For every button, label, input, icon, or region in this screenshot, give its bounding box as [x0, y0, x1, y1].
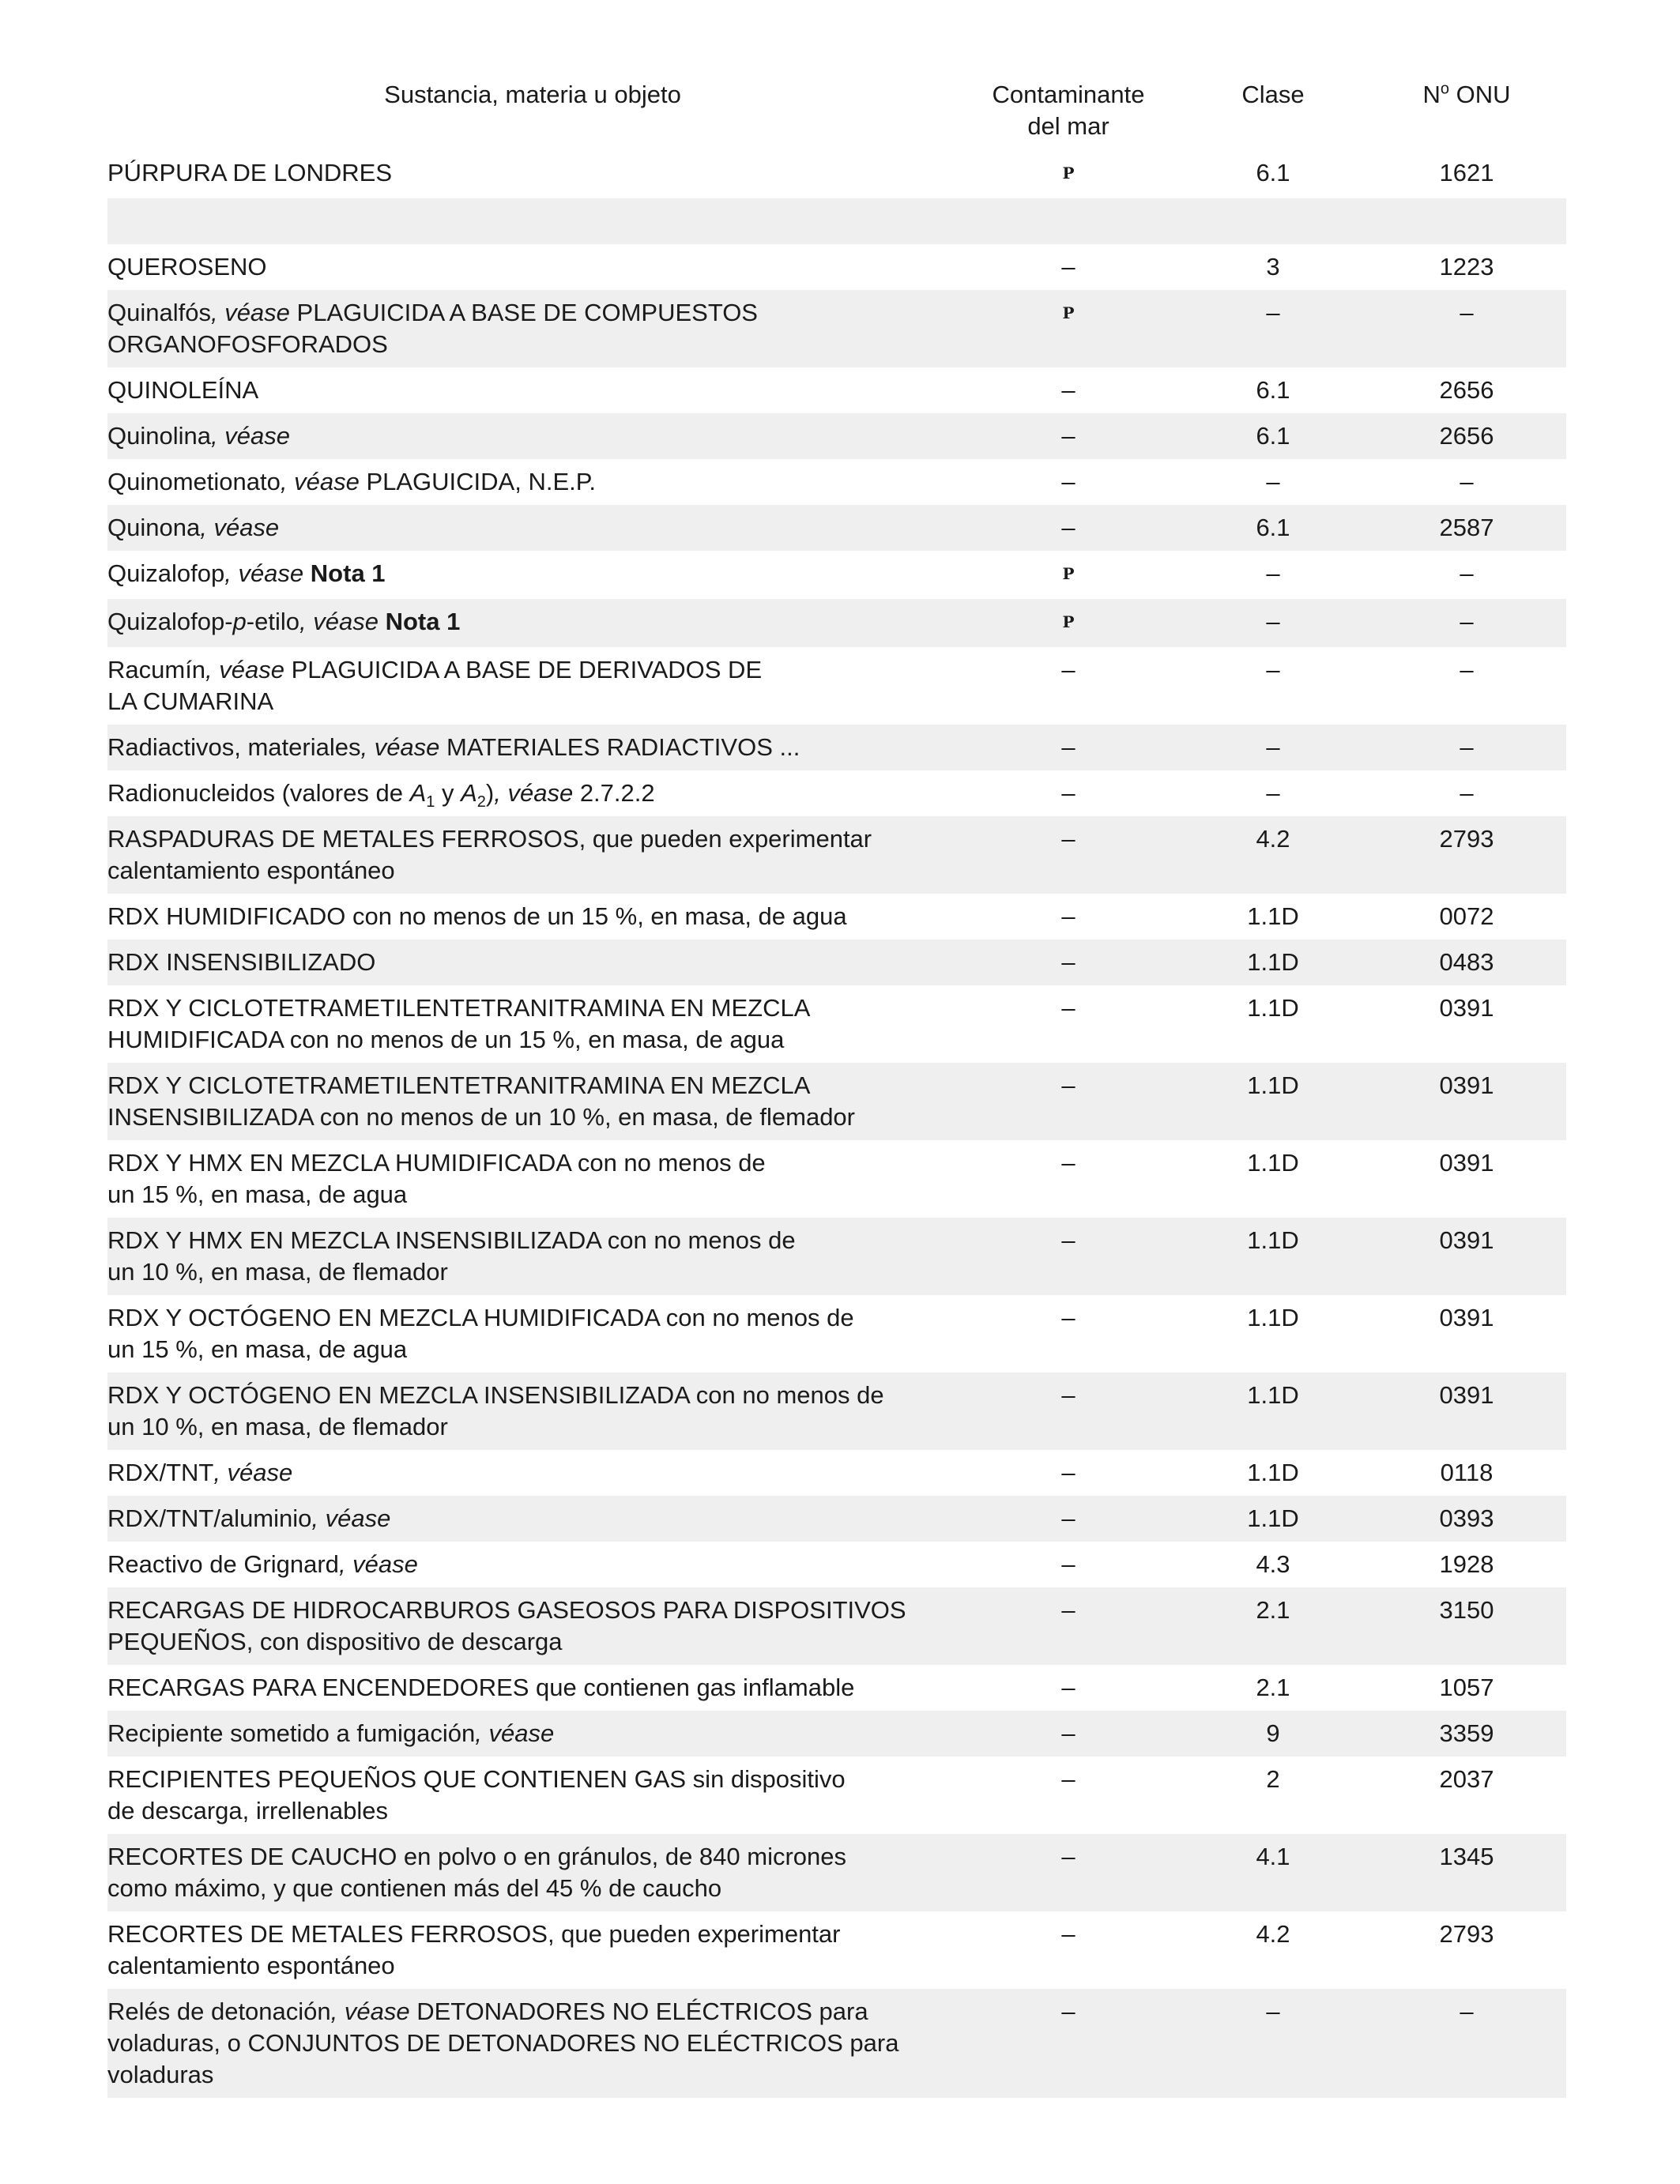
- class-cell: 2: [1266, 1765, 1280, 1793]
- substance-text: PEQUEÑOS, con dispositivo de descarga: [107, 1628, 563, 1655]
- un-number-cell: –: [1460, 468, 1474, 495]
- substance-cell: [107, 1450, 958, 1496]
- class-cell: 6.1: [1256, 376, 1290, 404]
- marine-pollutant-cell: [958, 505, 1179, 551]
- substance-cell: [107, 985, 958, 1063]
- class-cell: 6.1: [1179, 413, 1367, 459]
- substance-text: PÚRPURA DE LONDRES: [107, 159, 393, 186]
- marine-pollutant-value: –: [1061, 1674, 1075, 1701]
- substance-text: calentamiento espontáneo: [107, 857, 395, 884]
- marine-pollutant-value: –: [1061, 1843, 1075, 1870]
- substance-text: DETONADORES NO ELÉCTRICOS para: [409, 1998, 868, 2025]
- table-row: [107, 1295, 1566, 1373]
- class-cell: 6.1: [1179, 505, 1367, 551]
- un-number-cell: 0391: [1367, 1063, 1566, 1140]
- table-row: [107, 1911, 1566, 1989]
- un-number-cell: 2793: [1439, 1920, 1494, 1948]
- marine-pollutant-value: –: [1061, 1304, 1075, 1331]
- substance-text: Quinalfós: [107, 299, 211, 326]
- substance-text: ORGANOFOSFORADOS: [107, 330, 388, 358]
- substance-text: PLAGUICIDA A BASE DE COMPUESTOS: [289, 299, 758, 326]
- substance-text: RDX Y HMX EN MEZCLA INSENSIBILIZADA con no menos de: [107, 1226, 796, 1254]
- table-row: [107, 939, 1566, 985]
- marine-pollutant-value: –: [1061, 994, 1075, 1022]
- substance-text: Reactivo de Grignard: [107, 1550, 339, 1578]
- un-number-cell: 0072: [1439, 902, 1494, 930]
- un-number-cell: 0391: [1367, 1218, 1566, 1295]
- table-row: [107, 1665, 1566, 1711]
- substance-text: RECORTES DE CAUCHO en polvo o en gránulos, de 840 micrones: [107, 1843, 847, 1870]
- class-cell: 2.1: [1256, 1674, 1290, 1701]
- marine-pollutant-value: –: [1061, 1998, 1075, 2025]
- table-row: [107, 459, 1566, 505]
- header-class: Clase: [1241, 81, 1305, 108]
- class-cell: –: [1266, 656, 1280, 683]
- substance-text: un 10 %, en masa, de flemador: [107, 1413, 448, 1440]
- header-marine-pollutant: [958, 79, 1179, 150]
- marine-pollutant-value: –: [1061, 1596, 1075, 1624]
- substance-text: , véase: [494, 779, 574, 807]
- un-number-cell: 2793: [1367, 816, 1566, 894]
- empty-cell: [1179, 198, 1367, 244]
- substance-text: , véase: [360, 733, 440, 761]
- substance-text: MATERIALES RADIACTIVOS ...: [439, 733, 800, 761]
- marine-pollutant-cell: [958, 939, 1179, 985]
- substance-text: Quinolina: [107, 422, 211, 450]
- marine-pollutant-cell: [958, 985, 1179, 1063]
- un-number-cell: 0118: [1440, 1459, 1494, 1486]
- marine-pollutant-cell: [958, 459, 1179, 505]
- table-row: [107, 1218, 1566, 1295]
- marine-pollutant-value: –: [1061, 514, 1075, 541]
- marine-pollutant-cell: [958, 1373, 1179, 1450]
- marine-pollutant-value: –: [1061, 902, 1075, 930]
- un-number-cell: –: [1367, 599, 1566, 647]
- un-number-cell: 1928: [1439, 1550, 1494, 1578]
- empty-cell: [1367, 198, 1566, 244]
- substance-text: RDX Y CICLOTETRAMETILENTETRANITRAMINA EN MEZCLA: [107, 994, 811, 1022]
- substance-cell: [107, 367, 958, 413]
- substance-cell: [107, 244, 958, 290]
- substance-text: RDX Y CICLOTETRAMETILENTETRANITRAMINA EN MEZCLA: [107, 1071, 811, 1099]
- class-cell: 1.1D: [1179, 1496, 1367, 1542]
- substance-cell: [107, 413, 958, 459]
- marine-pollutant-cell: [958, 1218, 1179, 1295]
- class-cell: 2.1: [1179, 1587, 1367, 1665]
- table-row: [107, 551, 1566, 599]
- table-body: [107, 150, 1566, 2098]
- marine-pollutant-cell: [958, 1496, 1179, 1542]
- class-cell: –: [1266, 468, 1280, 495]
- marine-pollutant-cell: [958, 1989, 1179, 2098]
- un-number-cell: 2587: [1367, 505, 1566, 551]
- un-number-cell: 0391: [1439, 1149, 1494, 1177]
- table-row: [107, 985, 1566, 1063]
- marine-pollutant-cell: [958, 1711, 1179, 1757]
- table-row: [107, 1373, 1566, 1450]
- class-cell: 3: [1266, 253, 1280, 281]
- un-number-cell: 2037: [1439, 1765, 1494, 1793]
- header-marine-line1: Contaminante: [992, 81, 1145, 108]
- substance-cell: [107, 725, 958, 770]
- substance-text: A: [409, 779, 427, 807]
- substance-text: , véase: [338, 1550, 418, 1578]
- marine-pollutant-cell: [958, 1140, 1179, 1218]
- marine-pollutant-cell: [958, 1911, 1179, 1989]
- substance-text: HUMIDIFICADA con no menos de un 15 %, en masa, de agua: [107, 1026, 785, 1053]
- table-row: [107, 1989, 1566, 2098]
- table-row: [107, 290, 1566, 367]
- marine-pollutant-value: –: [1061, 779, 1075, 807]
- marine-pollutant-value: –: [1061, 422, 1075, 450]
- class-cell: 1.1D: [1179, 1218, 1367, 1295]
- substance-text: RDX/TNT: [107, 1459, 214, 1486]
- marine-pollutant-cell: [958, 1757, 1179, 1834]
- class-cell: –: [1179, 599, 1367, 647]
- marine-pollutant-value: –: [1061, 1149, 1075, 1177]
- marine-pollutant-mark: P: [1062, 612, 1075, 631]
- substance-text: Nota 1: [310, 559, 386, 587]
- substance-cell: [107, 1665, 958, 1711]
- substance-text: como máximo, y que contienen más del 45 % de caucho: [107, 1874, 722, 1902]
- un-number-cell: 0483: [1367, 939, 1566, 985]
- substance-cell: [107, 505, 958, 551]
- marine-pollutant-cell: [958, 647, 1179, 725]
- header-marine-line2: del mar: [1027, 112, 1109, 140]
- substance-cell: [107, 939, 958, 985]
- substance-cell: [107, 290, 958, 367]
- marine-pollutant-mark: P: [1062, 164, 1075, 183]
- class-cell: 4.1: [1179, 1834, 1367, 1911]
- empty-cell: [107, 198, 958, 244]
- marine-pollutant-cell: [958, 770, 1179, 816]
- marine-pollutant-cell: [958, 1834, 1179, 1911]
- substance-text: PLAGUICIDA, N.E.P.: [359, 468, 597, 495]
- marine-pollutant-cell: [958, 413, 1179, 459]
- un-number-cell: 0391: [1367, 1373, 1566, 1450]
- substance-text: , véase: [210, 422, 290, 450]
- substance-text: ): [485, 779, 495, 807]
- marine-pollutant-cell: [958, 367, 1179, 413]
- substance-text: RDX HUMIDIFICADO con no menos de un 15 %, en masa, de agua: [107, 902, 847, 930]
- class-cell: 4.2: [1179, 816, 1367, 894]
- marine-pollutant-value: –: [1061, 1381, 1075, 1409]
- un-number-cell: 1057: [1439, 1674, 1494, 1701]
- substance-cell: [107, 1834, 958, 1911]
- substance-cell: [107, 1711, 958, 1757]
- substance-text: calentamiento espontáneo: [107, 1952, 395, 1979]
- substance-text: RDX Y OCTÓGENO EN MEZCLA INSENSIBILIZADA con no menos de: [107, 1381, 884, 1409]
- header-un-number: $N^o$ ONU: [1422, 80, 1511, 108]
- marine-pollutant-mark: P: [1062, 303, 1075, 322]
- substance-text: Quinona: [107, 514, 201, 541]
- substance-text: Recipiente sometido a fumigación: [107, 1719, 476, 1747]
- substance-cell: [107, 1757, 958, 1834]
- substance-text: , véase: [200, 514, 280, 541]
- marine-pollutant-mark: P: [1062, 564, 1075, 583]
- marine-pollutant-value: –: [1061, 468, 1075, 495]
- marine-pollutant-cell: [958, 1450, 1179, 1496]
- substance-text: PLAGUICIDA A BASE DE DERIVADOS DE: [284, 656, 763, 683]
- empty-cell: [958, 198, 1179, 244]
- substance-text: Radiactivos, materiales: [107, 733, 361, 761]
- substance-cell: [107, 1911, 958, 1989]
- un-number-cell: –: [1367, 290, 1566, 367]
- marine-pollutant-cell: [958, 244, 1179, 290]
- marine-pollutant-cell: [958, 1295, 1179, 1373]
- table-row: [107, 1140, 1566, 1218]
- table-row: [107, 647, 1566, 725]
- marine-pollutant-cell: [958, 1587, 1179, 1665]
- substance-cell: [107, 1989, 958, 2098]
- class-cell: 1.1D: [1179, 1373, 1367, 1450]
- substance-cell: [107, 599, 958, 647]
- un-number-cell: 2656: [1439, 376, 1494, 404]
- substance-text: , véase: [299, 608, 379, 635]
- un-number-cell: –: [1367, 1989, 1566, 2098]
- substance-text: , véase: [330, 1998, 410, 2025]
- substance-text: RECARGAS PARA ENCENDEDORES que contienen gas inflamable: [107, 1674, 855, 1701]
- header-substance: Sustancia, materia u objeto: [384, 81, 681, 108]
- substance-cell: [107, 816, 958, 894]
- substance-text: , véase: [205, 656, 284, 683]
- substance-text: un 10 %, en masa, de flemador: [107, 1258, 448, 1286]
- class-cell: 1.1D: [1247, 902, 1299, 930]
- substance-text: RASPADURAS DE METALES FERROSOS, que pueden experimentar: [107, 825, 872, 853]
- substance-text: p: [232, 608, 247, 635]
- substance-text: 2.7.2.2: [573, 779, 655, 807]
- substance-text: Radionucleidos (valores de: [107, 779, 410, 807]
- substance-text: LA CUMARINA: [107, 687, 274, 715]
- marine-pollutant-cell: [958, 1063, 1179, 1140]
- substance-text: y: [435, 779, 461, 807]
- class-cell: 4.2: [1256, 1920, 1290, 1948]
- substance-text: RDX Y HMX EN MEZCLA HUMIDIFICADA con no menos de: [107, 1149, 766, 1177]
- table-row: [107, 1063, 1566, 1140]
- marine-pollutant-value: –: [1061, 1459, 1075, 1486]
- table-row: [107, 1450, 1566, 1496]
- substance-text: Relés de detonación: [107, 1998, 331, 2025]
- substance-text: QUEROSENO: [107, 253, 267, 281]
- class-cell: 1.1D: [1247, 1304, 1299, 1331]
- substance-cell: [107, 459, 958, 505]
- marine-pollutant-value: –: [1061, 733, 1075, 761]
- marine-pollutant-value: –: [1061, 825, 1075, 853]
- un-number-cell: 0391: [1439, 994, 1494, 1022]
- marine-pollutant-value: –: [1061, 656, 1075, 683]
- substance-text: -etilo: [246, 608, 299, 635]
- substance-text: de descarga, irrellenables: [107, 1797, 388, 1824]
- substance-text: RDX/TNT/aluminio: [107, 1504, 312, 1532]
- un-number-cell: –: [1460, 779, 1474, 807]
- substance-text: , véase: [213, 1459, 293, 1486]
- table-row: [107, 816, 1566, 894]
- class-cell: –: [1179, 725, 1367, 770]
- class-cell: –: [1266, 559, 1280, 587]
- marine-pollutant-cell: [958, 551, 1179, 599]
- substance-text: Quizalofop-: [107, 608, 233, 635]
- marine-pollutant-cell: [958, 1665, 1179, 1711]
- marine-pollutant-cell: [958, 150, 1179, 198]
- class-cell: 6.1: [1256, 159, 1290, 186]
- substance-text: , véase: [475, 1719, 555, 1747]
- marine-pollutant-value: –: [1061, 948, 1075, 976]
- substance-cell: [107, 1587, 958, 1665]
- substance-cell: [107, 894, 958, 939]
- substance-cell: [107, 1140, 958, 1218]
- un-number-cell: 2656: [1367, 413, 1566, 459]
- class-cell: 1.1D: [1247, 1149, 1299, 1177]
- un-number-cell: 3359: [1367, 1711, 1566, 1757]
- un-number-cell: –: [1460, 559, 1474, 587]
- dangerous-goods-table: [107, 79, 1566, 2098]
- substance-cell: [107, 1542, 958, 1587]
- table-row: [107, 1496, 1566, 1542]
- un-number-cell: –: [1367, 725, 1566, 770]
- marine-pollutant-value: –: [1061, 1550, 1075, 1578]
- substance-text: , véase: [280, 468, 360, 495]
- table-row: [107, 1587, 1566, 1665]
- substance-cell: [107, 1373, 958, 1450]
- substance-text: RDX Y OCTÓGENO EN MEZCLA HUMIDIFICADA con no menos de: [107, 1304, 854, 1331]
- un-number-cell: 3150: [1367, 1587, 1566, 1665]
- substance-cell: [107, 647, 958, 725]
- class-cell: 1.1D: [1247, 994, 1299, 1022]
- marine-pollutant-cell: [958, 1542, 1179, 1587]
- table-row: [107, 1711, 1566, 1757]
- marine-pollutant-cell: [958, 290, 1179, 367]
- class-cell: –: [1179, 290, 1367, 367]
- substance-text: RDX INSENSIBILIZADO: [107, 948, 376, 976]
- substance-text: INSENSIBILIZADA con no menos de un 10 %, en masa, de flemador: [107, 1103, 855, 1131]
- marine-pollutant-value: –: [1061, 376, 1075, 404]
- un-number-cell: 0393: [1367, 1496, 1566, 1542]
- marine-pollutant-value: –: [1061, 253, 1075, 281]
- substance-cell: [107, 1295, 958, 1373]
- substance-text: QUINOLEÍNA: [107, 376, 259, 404]
- substance-text: , véase: [224, 559, 304, 587]
- substance-text: RECARGAS DE HIDROCARBUROS GASEOSOS PARA DISPOSITIVOS: [107, 1596, 906, 1624]
- table-row: [107, 244, 1566, 290]
- substance-text: A: [461, 779, 477, 807]
- table-row: [107, 599, 1566, 647]
- substance-cell: [107, 1218, 958, 1295]
- substance-text: RECORTES DE METALES FERROSOS, que pueden experimentar: [107, 1920, 841, 1948]
- table-row: [107, 1542, 1566, 1587]
- substance-text: Quinometionato: [107, 468, 281, 495]
- un-number-cell: 1223: [1439, 253, 1494, 281]
- class-cell: 9: [1179, 1711, 1367, 1757]
- class-cell: –: [1266, 779, 1280, 807]
- substance-text: Racumín: [107, 656, 206, 683]
- substance-text: [379, 608, 386, 635]
- marine-pollutant-cell: [958, 816, 1179, 894]
- marine-pollutant-value: –: [1061, 1765, 1075, 1793]
- table-row: [107, 1834, 1566, 1911]
- un-number-cell: 0391: [1439, 1304, 1494, 1331]
- marine-pollutant-value: –: [1061, 1719, 1075, 1747]
- substance-cell: [107, 150, 958, 198]
- substance-text: Quizalofop: [107, 559, 225, 587]
- substance-text: voladuras, o CONJUNTOS DE DETONADORES NO ELÉCTRICOS para: [107, 2029, 899, 2057]
- marine-pollutant-cell: [958, 599, 1179, 647]
- marine-pollutant-cell: [958, 725, 1179, 770]
- substance-text: , véase: [210, 299, 290, 326]
- substance-text: un 15 %, en masa, de agua: [107, 1180, 408, 1208]
- class-cell: 1.1D: [1247, 1459, 1299, 1486]
- table-row: [107, 413, 1566, 459]
- marine-pollutant-value: –: [1061, 1504, 1075, 1532]
- table-row: [107, 770, 1566, 816]
- table-row: [107, 894, 1566, 939]
- substance-text: , véase: [311, 1504, 391, 1532]
- marine-pollutant-value: –: [1061, 1226, 1075, 1254]
- substance-cell: [107, 1496, 958, 1542]
- class-cell: –: [1179, 1989, 1367, 2098]
- substance-text: [303, 559, 311, 587]
- class-cell: 1.1D: [1179, 1063, 1367, 1140]
- un-number-cell: –: [1460, 656, 1474, 683]
- class-cell: 4.3: [1256, 1550, 1290, 1578]
- table-row: [107, 725, 1566, 770]
- substance-cell: [107, 1063, 958, 1140]
- substance-text: Nota 1: [385, 608, 461, 635]
- substance-text: voladuras: [107, 2061, 214, 2088]
- substance-text: RECIPIENTES PEQUEÑOS QUE CONTIENEN GAS sin dispositivo: [107, 1765, 846, 1793]
- class-cell: 1.1D: [1179, 939, 1367, 985]
- un-number-cell: 1621: [1439, 159, 1494, 186]
- marine-pollutant-cell: [958, 894, 1179, 939]
- marine-pollutant-value: –: [1061, 1071, 1075, 1099]
- table-row: [107, 1757, 1566, 1834]
- substance-text: un 15 %, en masa, de agua: [107, 1335, 408, 1363]
- substance-cell: [107, 770, 958, 816]
- table-row: [107, 367, 1566, 413]
- table-row: [107, 150, 1566, 198]
- un-number-cell: 1345: [1367, 1834, 1566, 1911]
- table-row: [107, 505, 1566, 551]
- substance-text: 2: [477, 793, 486, 811]
- substance-cell: [107, 551, 958, 599]
- table-header: [107, 79, 1566, 150]
- marine-pollutant-value: –: [1061, 1920, 1075, 1948]
- substance-text: 1: [426, 793, 435, 811]
- table-row-empty: [107, 198, 1566, 244]
